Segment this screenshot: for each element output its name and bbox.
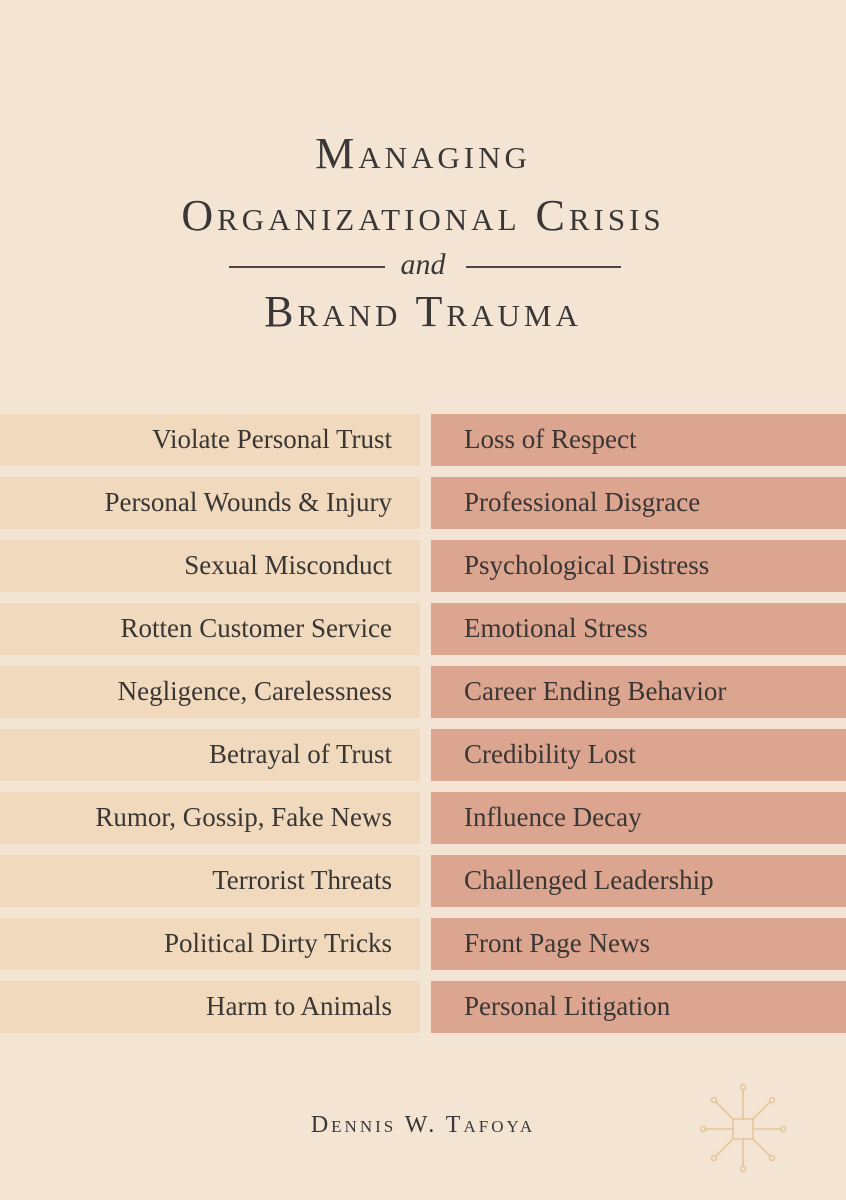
effect-text: Psychological Distress: [464, 550, 710, 580]
cause-band: [0, 855, 420, 907]
cause-band: [0, 477, 420, 529]
cause-text: Violate Personal Trust: [152, 424, 392, 454]
effect-band: [431, 918, 846, 970]
cause-text: Betrayal of Trust: [208, 739, 392, 769]
cause-text: Political Dirty Tricks: [163, 928, 392, 958]
list-row: [0, 792, 846, 844]
cause-text: Sexual Misconduct: [184, 550, 392, 580]
effect-text: Front Page News: [464, 928, 650, 958]
cause-band: [0, 603, 420, 655]
cause-text: Negligence, Carelessness: [117, 676, 392, 706]
list-row: [0, 414, 846, 466]
list-row: [0, 981, 846, 1033]
right-rule-divider: [466, 266, 621, 268]
title-line-1: Managing: [315, 129, 531, 178]
list-row: [0, 603, 846, 655]
effect-text: Career Ending Behavior: [464, 676, 727, 706]
cause-band: [0, 666, 420, 718]
effect-band: [431, 666, 846, 718]
effect-band: [431, 729, 846, 781]
effect-band: [431, 792, 846, 844]
list-row: [0, 477, 846, 529]
cause-text: Personal Wounds & Injury: [104, 487, 392, 517]
effect-text: Credibility Lost: [464, 739, 636, 769]
list-row: [0, 918, 846, 970]
cause-band: [0, 981, 420, 1033]
effect-text: Influence Decay: [464, 802, 642, 832]
title-connector: and: [400, 248, 446, 281]
effect-band: [431, 603, 846, 655]
effect-band: [431, 540, 846, 592]
title-connector-row: [0, 246, 846, 286]
effect-band: [431, 414, 846, 466]
effect-band: [431, 981, 846, 1033]
cause-band: [0, 918, 420, 970]
cause-band: [0, 414, 420, 466]
effect-band: [431, 855, 846, 907]
cause-band: [0, 792, 420, 844]
cause-band: [0, 729, 420, 781]
list-row: [0, 855, 846, 907]
effect-text: Loss of Respect: [464, 424, 637, 454]
title-line-2: Organizational Crisis: [181, 191, 665, 240]
cause-band: [0, 540, 420, 592]
effect-text: Professional Disgrace: [464, 487, 701, 517]
cause-text: Terrorist Threats: [212, 865, 392, 895]
publisher-logo-icon: [700, 1083, 786, 1173]
effect-text: Personal Litigation: [464, 991, 671, 1021]
title-line-3: Brand Trauma: [264, 287, 582, 336]
effect-text: Emotional Stress: [464, 613, 648, 643]
list-row: [0, 540, 846, 592]
list-row: [0, 666, 846, 718]
list-row: [0, 729, 846, 781]
cause-text: Rotten Customer Service: [120, 613, 392, 643]
author-name: Dennis W. Tafoya: [310, 1112, 536, 1138]
effect-band: [431, 477, 846, 529]
effect-text: Challenged Leadership: [464, 865, 714, 895]
cause-text: Rumor, Gossip, Fake News: [95, 802, 392, 832]
cause-text: Harm to Animals: [206, 991, 392, 1021]
